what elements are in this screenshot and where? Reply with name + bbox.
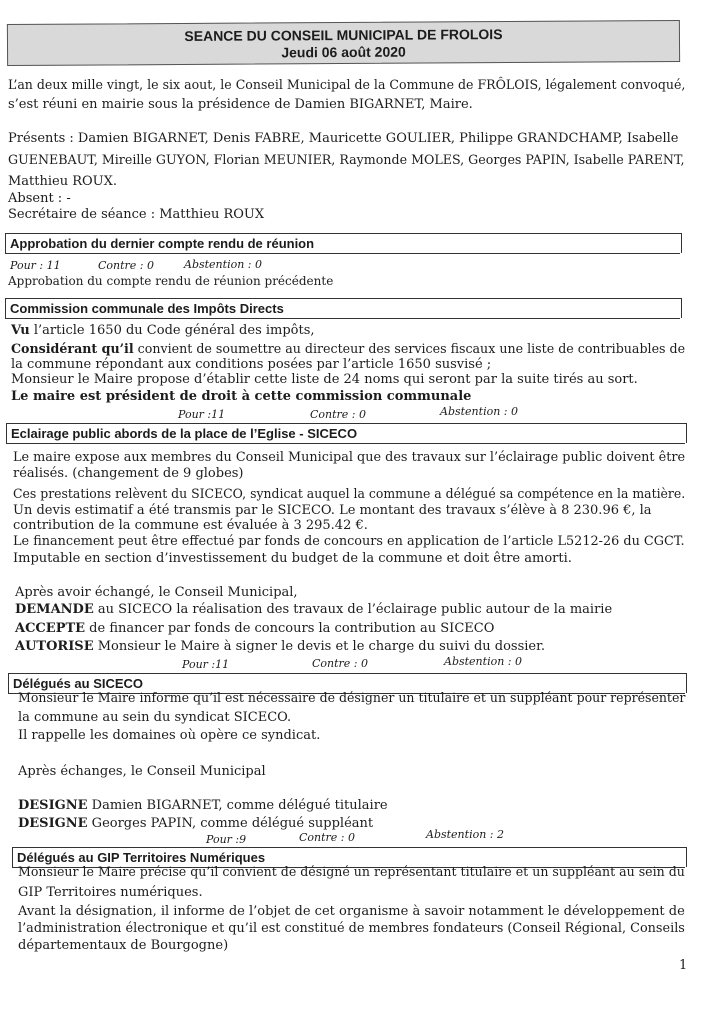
- meeting-date: Jeudi 06 août 2020: [281, 43, 406, 61]
- eclairage-line-6: Le financement peut être effectué par fonds de concours en application de l’article L5212-26 du CGCT.: [13, 534, 685, 549]
- vote-abstention: Abstention : 2: [426, 828, 504, 841]
- section-title-gip: Délégués au GIP Territoires Numériques: [12, 847, 687, 867]
- vote-pour: Pour :9: [206, 833, 247, 846]
- siceco-line-2: la commune au sein du syndicat SICECO.: [18, 710, 292, 725]
- secretaire-line: Secrétaire de séance : Matthieu ROUX: [8, 207, 265, 222]
- absent-line: Absent : -: [8, 191, 71, 206]
- vote-contre: Contre : 0: [299, 831, 356, 844]
- gip-line-1: Monsieur le Maire précise qu’il convient de désigné un représentant titulaire et un suppléant au sein du: [18, 865, 685, 880]
- gip-line-2: GIP Territoires numériques.: [18, 885, 203, 900]
- section-title-impots: Commission communale des Impôts Directs: [5, 298, 682, 318]
- vote-contre: Contre : 0: [312, 657, 369, 670]
- vote-pour: Pour :11: [182, 658, 230, 671]
- presents-line-2: GUENEBAUT, Mireille GUYON, Florian MEUNIER, Raymonde MOLES, Georges PAPIN, Isabelle PARENT,: [8, 153, 685, 168]
- vote-pour: Pour :11: [178, 408, 226, 421]
- eclairage-line-5: contribution de la commune est évaluée à 3 295.42 €.: [13, 518, 368, 533]
- impots-line-1: Vu l’article 1650 du Code général des impôts,: [11, 323, 315, 338]
- siceco-line-3: Il rappelle les domaines où opère ce syndicat.: [18, 728, 321, 743]
- eclairage-line-8: Après avoir échangé, le Conseil Municipal,: [15, 585, 298, 600]
- siceco-line-1: Monsieur le Maire informe qu’il est nécessaire de désigner un titulaire et un suppléant pour représenter: [18, 691, 686, 706]
- page-number: 1: [679, 958, 688, 973]
- eclairage-line-4: Un devis estimatif a été transmis par le SICECO. Le montant des travaux s’élève à 8 230.96 €, la: [13, 503, 652, 518]
- vote-contre: Contre : 0: [98, 259, 155, 272]
- siceco-line-5: DESIGNE Damien BIGARNET, comme délégué titulaire: [18, 798, 388, 813]
- intro-line-1: L’an deux mille vingt, le six aout, le Conseil Municipal de la Commune de FRÔLOIS, légalement convoqué,: [8, 78, 686, 93]
- vote-contre: Contre : 0: [310, 408, 367, 421]
- vote-abstention: Abstention : 0: [440, 405, 518, 418]
- document-title: SEANCE DU CONSEIL MUNICIPAL DE FROLOIS: [184, 26, 503, 44]
- impots-line-4: Monsieur le Maire propose d’établir cette liste de 24 noms qui seront par la suite tirés au sort.: [11, 372, 638, 387]
- eclairage-line-7: Imputable en section d’investissement du budget de la commune et doit être amorti.: [13, 551, 572, 566]
- siceco-line-6: DESIGNE Georges PAPIN, comme délégué suppléant: [18, 816, 374, 831]
- vote-abstention: Abstention : 0: [444, 655, 522, 668]
- section-title-eclairage: Eclairage public abords de la place de l’Eglise - SICECO: [6, 423, 687, 443]
- section-title-siceco: Délégués au SICECO: [8, 673, 687, 693]
- eclairage-line-11: AUTORISE Monsieur le Maire à signer le devis et le charge du suivi du dossier.: [15, 639, 546, 654]
- siceco-line-4: Après échanges, le Conseil Municipal: [18, 764, 266, 779]
- vote-pour: Pour : 11: [10, 259, 61, 272]
- eclairage-line-3: Ces prestations relèvent du SICECO, syndicat auquel la commune a délégué sa compétence en la matière.: [13, 487, 686, 502]
- section-title-approbation: Approbation du dernier compte rendu de réunion: [5, 233, 682, 253]
- eclairage-line-2: réalisés. (changement de 9 globes): [13, 466, 244, 481]
- impots-line-2: Considérant qu’il convient de soumettre au directeur des services fiscaux une liste de contribuables de: [11, 342, 686, 357]
- eclairage-line-9: DEMANDE au SICECO la réalisation des travaux de l’éclairage public autour de la mairie: [15, 602, 613, 617]
- presents-line-3: Matthieu ROUX.: [8, 174, 118, 189]
- intro-line-2: s’est réuni en mairie sous la présidence de Damien BIGARNET, Maire.: [8, 97, 473, 112]
- presents-line-1: Présents : Damien BIGARNET, Denis FABRE, Mauricette GOULIER, Philippe GRANDCHAMP, Isabelle: [8, 131, 679, 146]
- header-banner: [7, 20, 680, 66]
- approbation-text: Approbation du compte rendu de réunion précédente: [8, 274, 334, 288]
- eclairage-line-1: Le maire expose aux membres du Conseil Municipal que des travaux sur l’éclairage public doivent être: [13, 450, 686, 465]
- impots-line-5: Le maire est président de droit à cette commission communale: [11, 389, 472, 404]
- gip-line-5: départementaux de Bourgogne): [18, 938, 229, 953]
- vote-abstention: Abstention : 0: [184, 258, 262, 271]
- gip-line-4: l’administration électronique et qu’il est constitué de membres fondateurs (Conseil Régional, Conseils: [18, 921, 685, 936]
- impots-line-3: la commune répondant aux conditions posées par l’article 1650 susvisé ;: [11, 357, 492, 372]
- eclairage-line-10: ACCEPTE de financer par fonds de concours la contribution au SICECO: [15, 621, 495, 636]
- gip-line-3: Avant la désignation, il informe de l’objet de cet organisme à savoir notamment le développement de: [18, 904, 685, 919]
